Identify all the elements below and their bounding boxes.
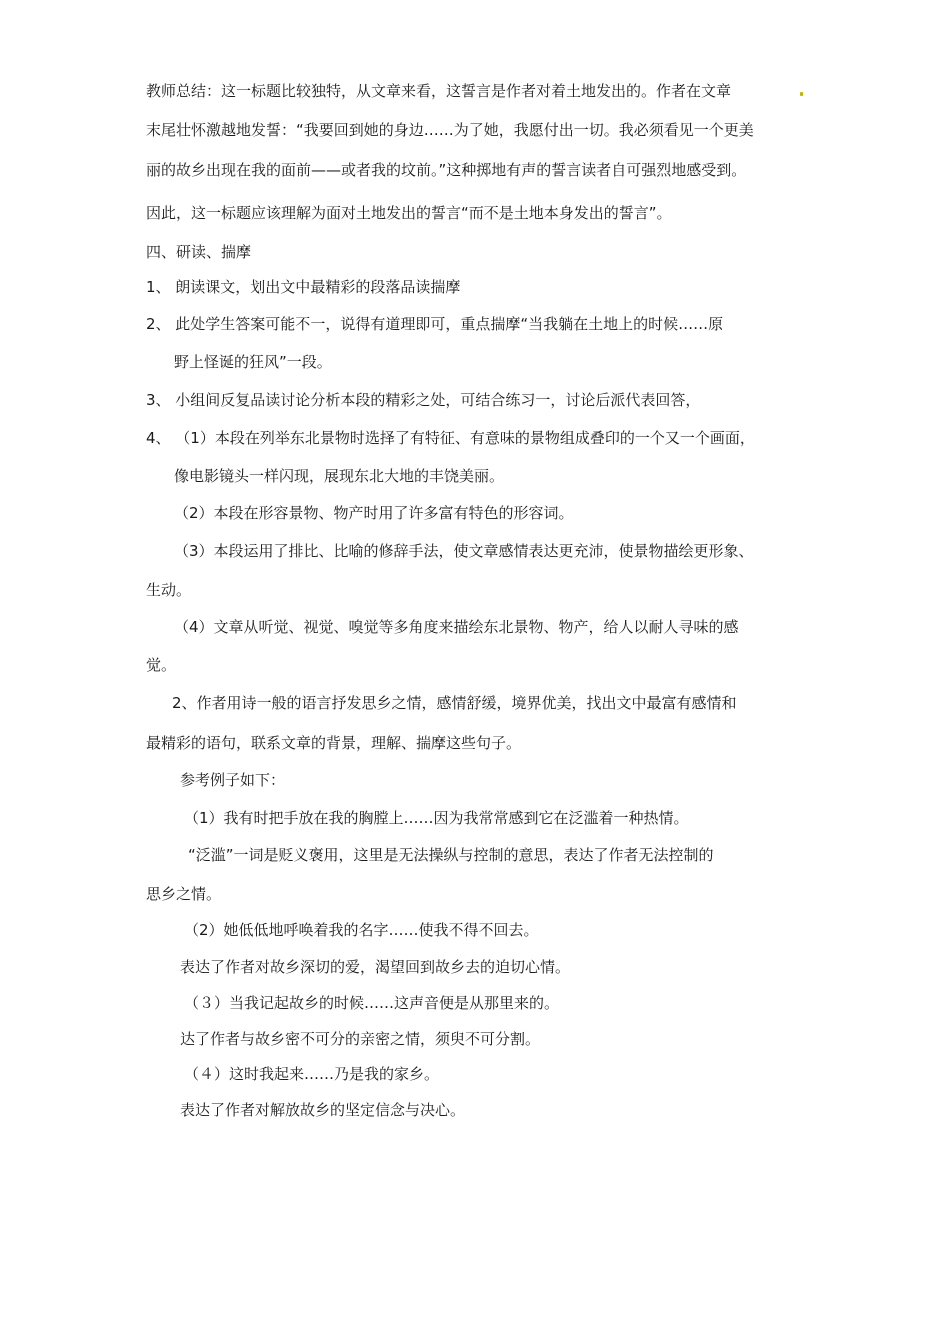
- annotation-mark: [800, 92, 803, 96]
- text-line: （4）文章从听觉、视觉、嗅觉等多角度来描绘东北景物、物产，给人以耐人寻味的感: [174, 618, 739, 636]
- text-line: （1）我有时把手放在我的胸膛上……因为我常常感到它在泛滥着一种热情。: [184, 809, 689, 827]
- text-line: 生动。: [146, 581, 192, 599]
- text-line: 像电影镜头一样闪现，展现东北大地的丰饶美丽。: [174, 467, 505, 485]
- text-line: 因此，这一标题应该理解为面对土地发出的誓言“而不是土地本身发出的誓言”。: [146, 204, 672, 222]
- text-line: （３）当我记起故乡的时候……这声音便是从那里来的。: [184, 994, 560, 1012]
- section-heading: 四、研读、揣摩: [146, 243, 252, 261]
- text-line: 4、 （1）本段在列举东北景物时选择了有特征、有意味的景物组成叠印的一个又一个画面，: [146, 429, 755, 447]
- text-line: （3）本段运用了排比、比喻的修辞手法，使文章感情表达更充沛，使景物描绘更形象、: [174, 542, 754, 560]
- text-line: 表达了作者对解放故乡的坚定信念与决心。: [180, 1101, 466, 1119]
- text-line: 2、作者用诗一般的语言抒发思乡之情，感情舒缓，境界优美，找出文中最富有感情和: [172, 694, 737, 712]
- text-line: 3、 小组间反复品读讨论分析本段的精彩之处，可结合练习一，讨论后派代表回答，: [146, 391, 701, 409]
- text-line: 野上怪诞的狂风”一段。: [174, 353, 332, 371]
- text-line: 参考例子如下：: [180, 771, 286, 789]
- text-line: 教师总结：这一标题比较独特，从文章来看，这誓言是作者对着土地发出的。作者在文章: [146, 82, 732, 100]
- text-line: 表达了作者对故乡深切的爱，渴望回到故乡去的迫切心情。: [180, 958, 571, 976]
- text-line: （４）这时我起来……乃是我的家乡。: [184, 1065, 440, 1083]
- text-line: 思乡之情。: [146, 885, 222, 903]
- text-line: （2）本段在形容景物、物产时用了许多富有特色的形容词。: [174, 504, 574, 522]
- text-line: 末尾壮怀激越地发誓：“我要回到她的身边……为了她，我愿付出一切。我必须看见一个更美: [146, 121, 754, 139]
- text-line: 觉。: [146, 656, 177, 674]
- text-line: 最精彩的语句，联系文章的背景，理解、揣摩这些句子。: [146, 734, 522, 752]
- text-line: （2）她低低地呼唤着我的名字……使我不得不回去。: [184, 921, 539, 939]
- text-line: 2、 此处学生答案可能不一，说得有道理即可，重点揣摩“当我躺在土地上的时候……原: [146, 315, 724, 333]
- text-line: “泛滥”一词是贬义褒用，这里是无法操纵与控制的意思，表达了作者无法控制的: [188, 846, 714, 864]
- text-line: 达了作者与故乡密不可分的亲密之情，须臾不可分割。: [180, 1030, 541, 1048]
- text-line: 丽的故乡出现在我的面前——或者我的坟前。”这种掷地有声的誓言读者自可强烈地感受到。: [146, 161, 747, 179]
- text-line: 1、 朗读课文，划出文中最精彩的段落品读揣摩: [146, 278, 461, 296]
